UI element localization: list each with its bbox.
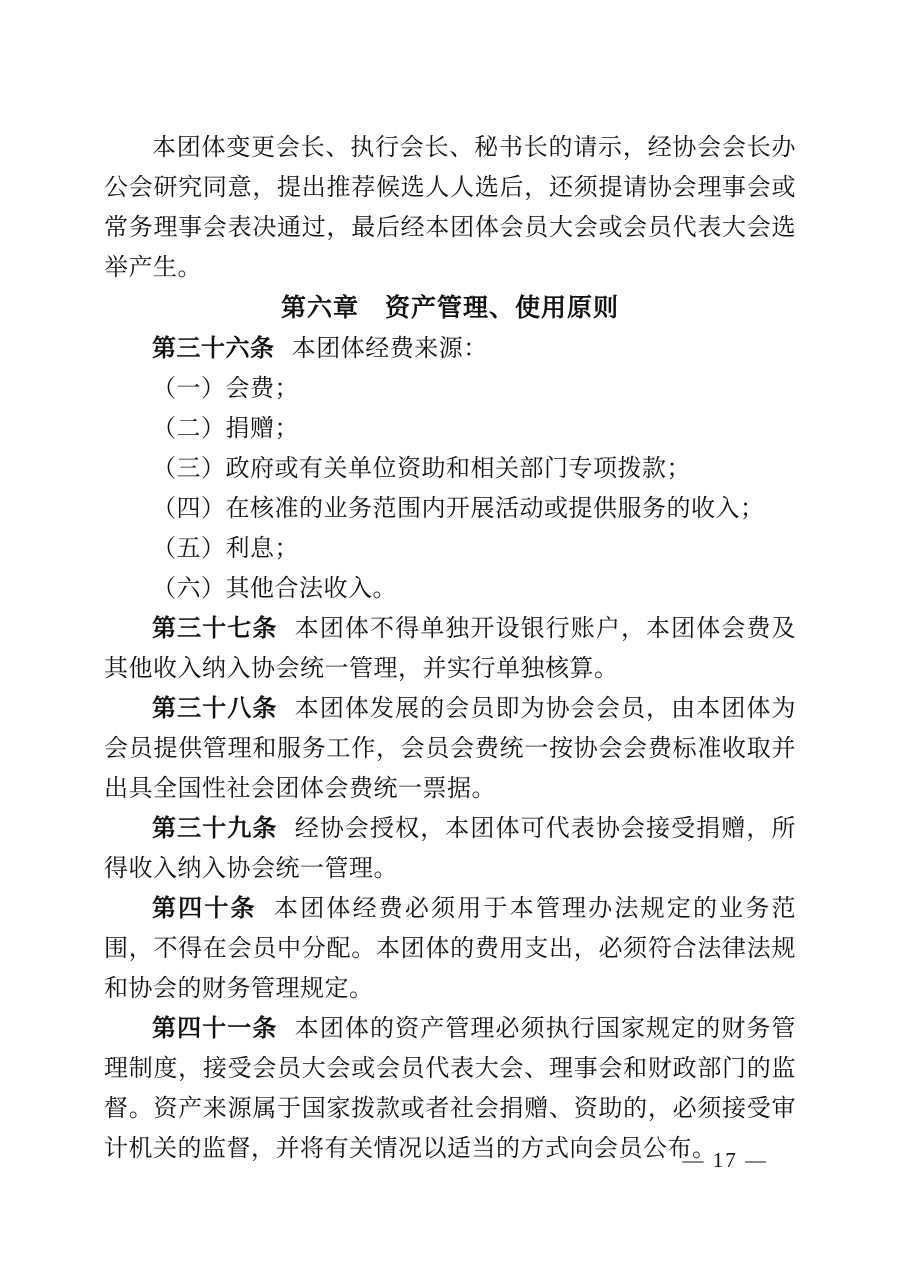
article-39-text: 经协会授权，本团体可代表协会接受捐赠，所得收入纳入协会统一管理。 xyxy=(104,816,797,882)
article-39-number: 第三十九条 xyxy=(152,816,278,842)
article-38-number: 第三十八条 xyxy=(152,696,278,722)
article-36-number: 第三十六条 xyxy=(152,336,275,362)
article-41-text: 本团体的资产管理必须执行国家规定的财务管理制度，接受会员大会或会员代表大会、理事会和财政部门的监督。资产来源属于国家拨款或者社会捐赠、资助的，必须接受审计机关的监督，并将有关情况以适当的方式向会员公布。 xyxy=(104,1016,797,1162)
article-40-text: 本团体经费必须用于本管理办法规定的业务范围，不得在会员中分配。本团体的费用支出，必须符合法律法规和协会的财务管理规定。 xyxy=(104,896,797,1002)
funding-source-item-4: （四）在核准的业务范围内开展活动或提供服务的收入； xyxy=(152,496,765,522)
chapter-heading: 第六章 资产管理、使用原则 xyxy=(280,294,619,322)
article-36-text: 本团体经费来源： xyxy=(291,336,488,362)
intro-paragraph: 本团体变更会长、执行会长、秘书长的请示，经协会会长办公会研究同意，提出推荐候选人人选后，还须提请协会理事会或常务理事会表决通过，最后经本团体会员大会或会员代表大会选举产生。 xyxy=(104,135,796,281)
page-number: — 17 — xyxy=(682,1148,768,1172)
article-37 xyxy=(104,609,796,689)
article-38 xyxy=(104,689,796,809)
article-40-number: 第四十条 xyxy=(152,896,257,922)
funding-source-item-6: （六）其他合法收入。 xyxy=(152,576,397,602)
article-36 xyxy=(104,329,796,369)
article-37-text: 本团体不得单独开设银行账户，本团体会费及其他收入纳入协会统一管理，并实行单独核算。 xyxy=(104,616,797,682)
funding-source-item-3: （三）政府或有关单位资助和相关部门专项拨款； xyxy=(152,456,691,482)
article-41 xyxy=(104,1009,796,1169)
article-40 xyxy=(104,889,796,1009)
article-39 xyxy=(104,809,796,889)
article-38-text: 本团体发展的会员即为协会会员，由本团体为会员提供管理和服务工作，会员会费统一按协会会费标准收取并出具全国性社会团体会费统一票据。 xyxy=(104,696,797,802)
funding-source-item-1: （一）会费； xyxy=(152,376,299,402)
article-41-number: 第四十一条 xyxy=(152,1016,278,1042)
article-37-number: 第三十七条 xyxy=(152,616,278,642)
funding-source-item-2: （二）捐赠； xyxy=(152,416,299,442)
funding-source-item-5: （五）利息； xyxy=(152,536,299,562)
document-body xyxy=(104,128,796,1169)
